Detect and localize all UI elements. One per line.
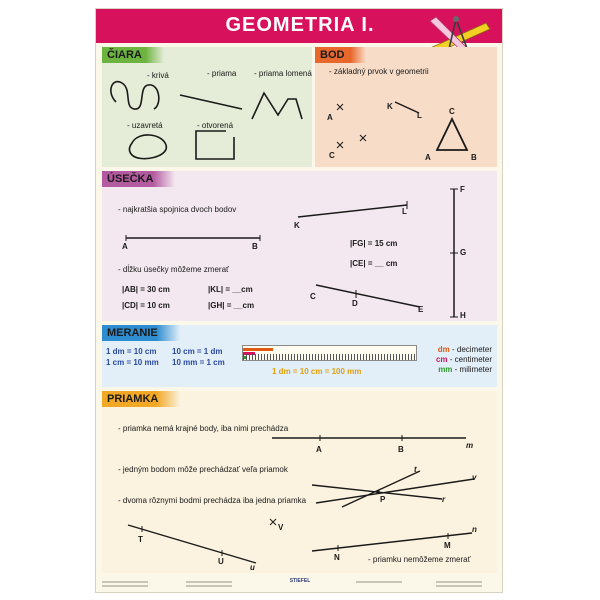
- bod-header: BOD: [315, 47, 366, 63]
- meranie-eq-main: 1 dm = 10 cm = 100 mm: [272, 367, 362, 376]
- footer-fine-print: [186, 585, 232, 587]
- usecka-point-d: D: [352, 299, 358, 308]
- unit-cm: cm - centimeter: [435, 355, 492, 364]
- usecka-measure-text: - dĺžku úsečky môžeme zmerať: [118, 265, 230, 274]
- priamka-point-u: U: [218, 557, 224, 566]
- usecka-point-g: G: [460, 248, 467, 257]
- usecka-point-e: E: [418, 305, 424, 314]
- ruler: [242, 345, 417, 361]
- ruler-dm-bar: [243, 348, 273, 351]
- priamka-text3: - dvoma rôznymi bodmi prechádza iba jedna priamka: [118, 496, 307, 505]
- ciara-header: ČIARA: [102, 47, 164, 63]
- meranie-eq3: 10 cm = 1 dm: [172, 347, 223, 356]
- bod-point-k: K: [387, 102, 393, 111]
- panel-usecka: [102, 171, 497, 321]
- bod-segment-kl: [395, 102, 419, 113]
- footer-fine-print: [356, 581, 402, 583]
- priamka-line-v: v: [472, 473, 477, 482]
- bod-triangle: [437, 119, 467, 150]
- usecka-point-f: F: [460, 185, 465, 194]
- priamka-point-p: P: [380, 495, 386, 504]
- bod-drawings: [315, 47, 497, 167]
- segment-ce: [316, 285, 420, 307]
- ciara-drawings: [102, 47, 312, 167]
- priamka-line-n: n: [472, 525, 477, 534]
- priamka-point-a: A: [316, 445, 322, 454]
- usecka-point-a: A: [122, 242, 128, 251]
- title-bar: [96, 9, 503, 43]
- ciara-priama-label: - priama: [207, 69, 237, 78]
- priamka-drawings: [102, 391, 497, 573]
- bod-point-a: A: [327, 113, 333, 122]
- usecka-point-l: L: [402, 207, 407, 216]
- usecka-drawings: [102, 171, 497, 321]
- usecka-header: ÚSEČKA: [102, 171, 175, 187]
- meranie-eq4: 10 mm = 1 cm: [172, 358, 225, 367]
- panel-meranie: [102, 325, 497, 387]
- measure-kl: |KL| = __cm: [208, 285, 253, 294]
- bod-triangle-a: A: [425, 153, 431, 162]
- priamka-point-v: V: [278, 523, 284, 532]
- panel-bod: [315, 47, 497, 167]
- footer-fine-print: [186, 581, 232, 583]
- segment-kl: [298, 205, 407, 217]
- meranie-eq1: 1 dm = 10 cm: [106, 347, 157, 356]
- broken-line: [252, 93, 302, 119]
- unit-dm: dm - decimeter: [437, 345, 492, 354]
- open-line: [196, 131, 234, 159]
- unit-mm: mm - milimeter: [438, 365, 492, 374]
- priamka-line-t: t: [414, 465, 417, 474]
- curve-line: [111, 82, 159, 109]
- ciara-otvorena-label: - otvorená: [197, 121, 234, 130]
- publisher-logo: STIEFEL: [289, 578, 311, 584]
- ruler-ticks: [243, 354, 417, 360]
- panel-priamka: [102, 391, 497, 573]
- poster: [95, 8, 503, 593]
- measure-fg: |FG| = 15 cm: [350, 239, 398, 248]
- priamka-text2: - jedným bodom môže prechádzať veľa priamok: [118, 465, 288, 474]
- footer-fine-print: [436, 585, 482, 587]
- usecka-definition: - najkratšia spojnica dvoch bodov: [118, 205, 237, 214]
- usecka-point-h: H: [460, 311, 466, 320]
- usecka-point-k: K: [294, 221, 300, 230]
- meranie-eq2: 1 cm = 10 mm: [106, 358, 159, 367]
- closed-line: [129, 135, 166, 159]
- footer-fine-print: [102, 581, 148, 583]
- priamka-point-m: M: [444, 541, 451, 550]
- page-title: GEOMETRIA I.: [225, 14, 375, 36]
- ciara-lomena-label: - priama lomená: [254, 69, 312, 78]
- bod-triangle-c: C: [449, 107, 455, 116]
- usecka-point-c: C: [310, 292, 316, 301]
- straight-line: [180, 95, 242, 109]
- bod-point-c: C: [329, 151, 335, 160]
- bod-definition: - základný prvok v geometrii: [329, 67, 429, 76]
- ciara-kriva-label: - krivá: [147, 71, 169, 80]
- meranie-header: MERANIE: [102, 325, 180, 341]
- priamka-point-t: T: [138, 535, 143, 544]
- measure-gh: |GH| = __cm: [208, 301, 255, 310]
- ciara-uzavreta-label: - uzavretá: [127, 121, 163, 130]
- priamka-point-b: B: [398, 445, 404, 454]
- measure-ce: |CE| = __ cm: [350, 259, 398, 268]
- priamka-line-u: u: [250, 563, 255, 572]
- measure-ab: |AB| = 30 cm: [122, 285, 170, 294]
- priamka-text4: - priamku nemôžeme zmerať: [368, 555, 471, 564]
- line-u: [128, 525, 256, 563]
- priamka-header: PRIAMKA: [102, 391, 180, 407]
- panel-ciara: [102, 47, 312, 167]
- usecka-point-b: B: [252, 242, 258, 251]
- priamka-point-n: N: [334, 553, 340, 562]
- footer-fine-print: [102, 585, 148, 587]
- footer-fine-print: [436, 581, 482, 583]
- bod-triangle-b: B: [471, 153, 477, 162]
- measure-cd: |CD| = 10 cm: [122, 301, 170, 310]
- priamka-line-m: m: [466, 441, 474, 450]
- bod-point-l: L: [417, 111, 422, 120]
- priamka-line-r: r: [442, 495, 446, 504]
- priamka-text1: - priamka nemá krajné body, iba nimi prechádza: [118, 424, 289, 433]
